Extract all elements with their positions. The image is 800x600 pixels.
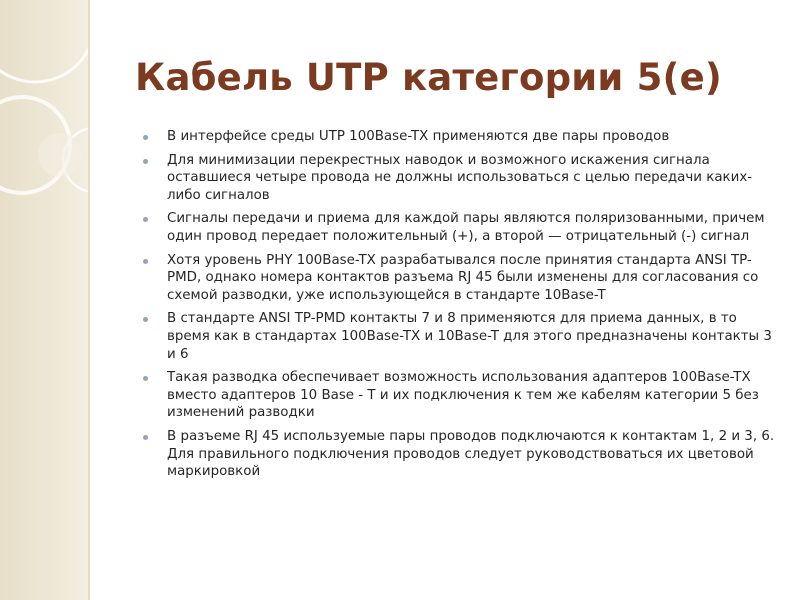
bullet-icon <box>143 376 148 381</box>
bullet-text: В стандарте ANSI TP-PMD контакты 7 и 8 применяются для приема данных, в то время как в стандартах 100Base-TX и 10Base-T для этого предназначены контакты 3 и 6 <box>167 311 772 362</box>
bullet-icon <box>143 435 148 440</box>
bullet-list <box>142 128 782 487</box>
bullet-item <box>142 128 782 146</box>
bullet-item <box>142 310 782 363</box>
bullet-text: В интерфейсе среды UTP 100Base-TX применяются две пары проводов <box>167 129 670 144</box>
bullet-icon <box>143 159 148 164</box>
bullet-text: В разъеме RJ 45 используемые пары проводов подключаются к контактам 1, 2 и 3, 6. Для правильного подключения проводов следует руководствоваться их цветовой маркировкой <box>167 428 775 480</box>
decorative-side-band <box>0 0 88 600</box>
decorative-circles <box>0 0 88 600</box>
bullet-icon <box>143 217 148 222</box>
slide-title: Кабель UTP категории 5(e) <box>135 56 723 99</box>
bullet-text: Сигналы передачи и приема для каждой пары являются поляризованными, причем один провод передает положительный (+), а второй — отрицательный (-) сигнал <box>167 211 765 244</box>
bullet-text: Для минимизации перекрестных наводок и возможного искажения сигнала оставшиеся четыре провода не должны использоваться с целью передачи каких-либо сигналов <box>167 152 753 203</box>
bullet-item <box>142 369 782 422</box>
bullet-icon <box>143 259 148 264</box>
bullet-item <box>142 252 782 305</box>
bullet-text: Такая разводка обеспечивает возможность использования адаптеров 100Base-TX вместо адаптеров 10 Base - T и их подключения к тем же кабелям категории 5 без изменений разводки <box>167 370 759 421</box>
bullet-text: Хотя уровень PHY 100Base-TX разрабатывался после принятия стандарта ANSI TP-PMD, однако номера контактов разъема RJ 45 были изменены для согласования со схемой разводки, уже использующейся в стандарте 10Base-T <box>167 252 759 303</box>
bullet-item <box>142 152 782 205</box>
side-band-edge <box>88 0 90 600</box>
bullet-item <box>142 210 782 245</box>
bullet-icon <box>143 317 148 322</box>
bullet-item <box>142 428 782 481</box>
bullet-icon <box>143 135 148 140</box>
